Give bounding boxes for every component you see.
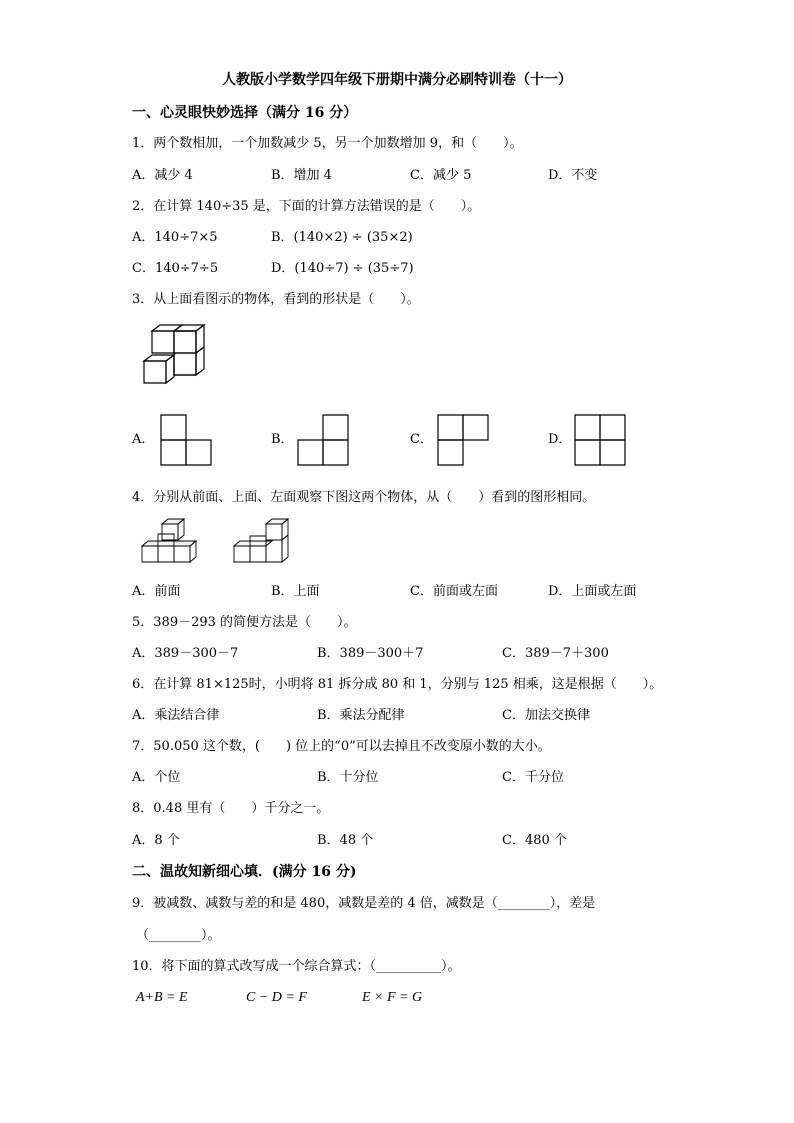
q5-option-c: C．389－7＋300 bbox=[502, 646, 609, 661]
q3-stem: 3．从上面看图示的物体，看到的形状是（ ）。 bbox=[132, 292, 420, 307]
q4-object-1 bbox=[138, 518, 204, 566]
q9-line-1: 9．被减数、减数与差的和是 480，减数是差的 4 倍，减数是（________），差是 bbox=[132, 896, 596, 911]
q4-object-2 bbox=[230, 518, 296, 566]
q7-stem: 7．50.050 这个数，( ) 位上的“0”可以去掉且不改变原小数的大小。 bbox=[132, 739, 551, 754]
section-2-heading: 二、温故知新细心填．(满分 16 分) bbox=[132, 864, 357, 880]
q3-cube-figure bbox=[140, 323, 210, 387]
q9-line-2: （________）。 bbox=[136, 928, 221, 943]
q8-option-c: C．480 个 bbox=[502, 833, 567, 848]
q4-option-c: C．前面或左面 bbox=[410, 584, 498, 599]
q1-option-d: D．不变 bbox=[548, 168, 598, 183]
q10-formula-3: E × F = G bbox=[362, 990, 423, 1005]
q2-option-c: C．140÷7÷5 bbox=[132, 261, 219, 276]
q8-option-a: A．8 个 bbox=[132, 833, 180, 848]
q5-option-a: A．389－300－7 bbox=[132, 646, 239, 661]
q3-option-d: D． bbox=[548, 432, 572, 447]
q3-option-c: C． bbox=[410, 432, 433, 447]
q3-option-c-shape bbox=[437, 414, 489, 466]
q4-option-b: B．上面 bbox=[271, 584, 320, 599]
q1-option-b: B．增加 4 bbox=[271, 168, 332, 183]
q2-option-d: D．(140÷7) ÷ (35÷7) bbox=[271, 261, 414, 276]
q8-stem: 8．0.48 里有（ ）千分之一。 bbox=[132, 801, 330, 816]
q7-option-b: B．十分位 bbox=[317, 770, 379, 785]
q6-option-a: A．乘法结合律 bbox=[132, 708, 220, 723]
q3-option-b: B． bbox=[271, 432, 294, 447]
q3-option-b-shape bbox=[297, 414, 349, 466]
q5-stem: 5．389－293 的简便方法是（ ）。 bbox=[132, 615, 357, 630]
q2-stem: 2．在计算 140÷35 是，下面的计算方法错误的是（ ）。 bbox=[132, 199, 481, 214]
q3-option-a-shape bbox=[160, 414, 212, 466]
q6-option-b: B．乘法分配律 bbox=[317, 708, 405, 723]
q6-stem: 6．在计算 81×125时，小明将 81 拆分成 80 和 1，分别与 125 相乘，这是根据（ ）。 bbox=[132, 677, 663, 692]
q10-stem: 10．将下面的算式改写成一个综合算式：（__________）。 bbox=[132, 959, 461, 974]
q7-option-c: C．千分位 bbox=[502, 770, 564, 785]
q4-option-a: A．前面 bbox=[132, 584, 181, 599]
q3-option-d-shape bbox=[574, 414, 626, 466]
q10-formula-1: A+B = E bbox=[136, 990, 188, 1005]
q2-option-a: A．140÷7×5 bbox=[132, 230, 218, 245]
section-1-heading: 一、心灵眼快妙选择（满分 16 分） bbox=[132, 105, 358, 121]
q2-option-b: B．(140×2) ÷ (35×2) bbox=[271, 230, 413, 245]
q10-formula-2: C − D = F bbox=[246, 990, 307, 1005]
q1-option-c: C．减少 5 bbox=[410, 168, 472, 183]
q7-option-a: A．个位 bbox=[132, 770, 181, 785]
page-title: 人教版小学数学四年级下册期中满分必刷特训卷（十一） bbox=[222, 72, 572, 88]
q6-option-c: C．加法交换律 bbox=[502, 708, 590, 723]
q5-option-b: B．389－300＋7 bbox=[317, 646, 424, 661]
q3-option-a: A． bbox=[132, 432, 155, 447]
q4-stem: 4．分别从前面、上面、左面观察下图这两个物体，从（ ）看到的图形相同。 bbox=[132, 490, 596, 505]
q1-stem: 1．两个数相加，一个加数减少 5，另一个加数增加 9，和（ ）。 bbox=[132, 136, 523, 151]
q4-option-d: D．上面或左面 bbox=[548, 584, 637, 599]
q1-option-a: A．减少 4 bbox=[132, 168, 193, 183]
q8-option-b: B．48 个 bbox=[317, 833, 374, 848]
